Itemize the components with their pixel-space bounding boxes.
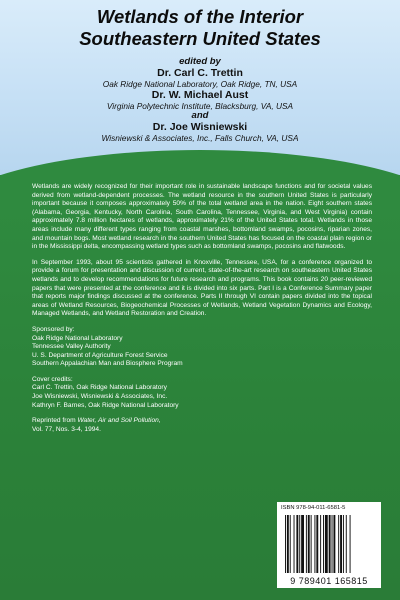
book-title	[0, 6, 400, 50]
reprint-volume: Vol. 77, Nos. 3-4, 1994.	[32, 425, 101, 433]
editor-name-2: Dr. W. Michael Aust	[151, 89, 249, 101]
title-line-1: Wetlands of the Interior	[96, 6, 304, 27]
title-line-2: Southeastern United States	[79, 28, 321, 49]
editor-affiliation-2: Virginia Polytechnic Institute, Blacksburg, VA, USA	[106, 101, 294, 111]
sponsor-item: Oak Ridge National Laboratory	[32, 334, 123, 342]
barcode-panel	[277, 502, 381, 588]
sponsors-heading: Sponsored by:	[32, 325, 75, 333]
sponsor-item: Tennessee Valley Authority	[32, 343, 111, 351]
reprint-journal: Water, Air and Soil Pollution,	[77, 417, 161, 425]
isbn-label: ISBN 978-94-011-6581-5	[281, 505, 346, 511]
paragraph-1: Wetlands are widely recognized for their important role in sustainable landscape functions and for societal values derived from wetland-dependent processes. The wetland resource in the southern United States is particularly important because it composes approximately 50% of the total wetland area in the nation. Eight southern states (Alabama, Georgia, Kentucky, North Carolina, South Carolina, Tennessee, Virginia, and West Virginia) contain approximately 7.8 million hectares of wetlands, approximately 21% of the United States total. Wetlands in those areas include many different types ranging from coastal marshes, bottomland swamps, pocosins, riparian zones, and mountain bogs. Most wetland research in the southern United States has focused on the coastal plain region or in the Mississippi delta, encompassing wetland types such as bottomland swamps, pocosins and flatwoods.	[32, 183, 372, 251]
cover-credits-heading: Cover credits:	[32, 375, 73, 383]
edited-by-label: edited by	[179, 56, 221, 67]
sponsor-item: U. S. Department of Agriculture Forest Service	[32, 351, 168, 359]
header-block	[0, 0, 400, 143]
paragraph-2: In September 1993, about 95 scientists gathered in Knoxville, Tennessee, USA, for a conference organized to provide a forum for presentation and discussion of current, state-of-the-art research on southeastern United States wetlands and to develop recommendations for future research and programs. This book contains 20 peer-reviewed papers that were presented at the conference and it is divided into six parts. Part I is a Conference Summary paper that reports major findings discussed at the conference. Parts II through VI contain papers divided into the topical areas of Wetland Resources, Biogeochemical Processes of Wetlands, Wetland Vegetation Dynamics and Ecology, Managed Wetlands, and Wetland Restoration and Creation.	[32, 258, 372, 318]
editor-affiliation-1: Oak Ridge National Laboratory, Oak Ridge, TN, USA	[102, 79, 298, 89]
credit-item: Joe Wisniewski, Wisniewski & Associates, Inc.	[32, 393, 168, 401]
credit-item: Kathryn F. Barnes, Oak Ridge National Laboratory	[32, 401, 179, 409]
sponsors-block	[32, 326, 372, 369]
barcode-icon	[285, 515, 373, 573]
barcode-number: 9 789401 165815	[290, 576, 368, 586]
cover-credits-block	[32, 376, 372, 410]
editor-name-3: Dr. Joe Wisniewski	[152, 121, 248, 133]
editor-name-1: Dr. Carl C. Trettin	[157, 67, 243, 79]
credit-item: Carl C. Trettin, Oak Ridge National Laboratory	[32, 384, 167, 392]
editor-affiliation-3: Wisniewski & Associates, Inc., Falls Church, VA, USA	[101, 133, 299, 143]
sponsor-item: Southern Appalachian Man and Biosphere Program	[32, 360, 183, 368]
and-label: and	[191, 110, 209, 121]
reprint-note	[32, 417, 372, 434]
description-text	[32, 183, 372, 441]
reprint-prefix: Reprinted from	[32, 417, 78, 425]
